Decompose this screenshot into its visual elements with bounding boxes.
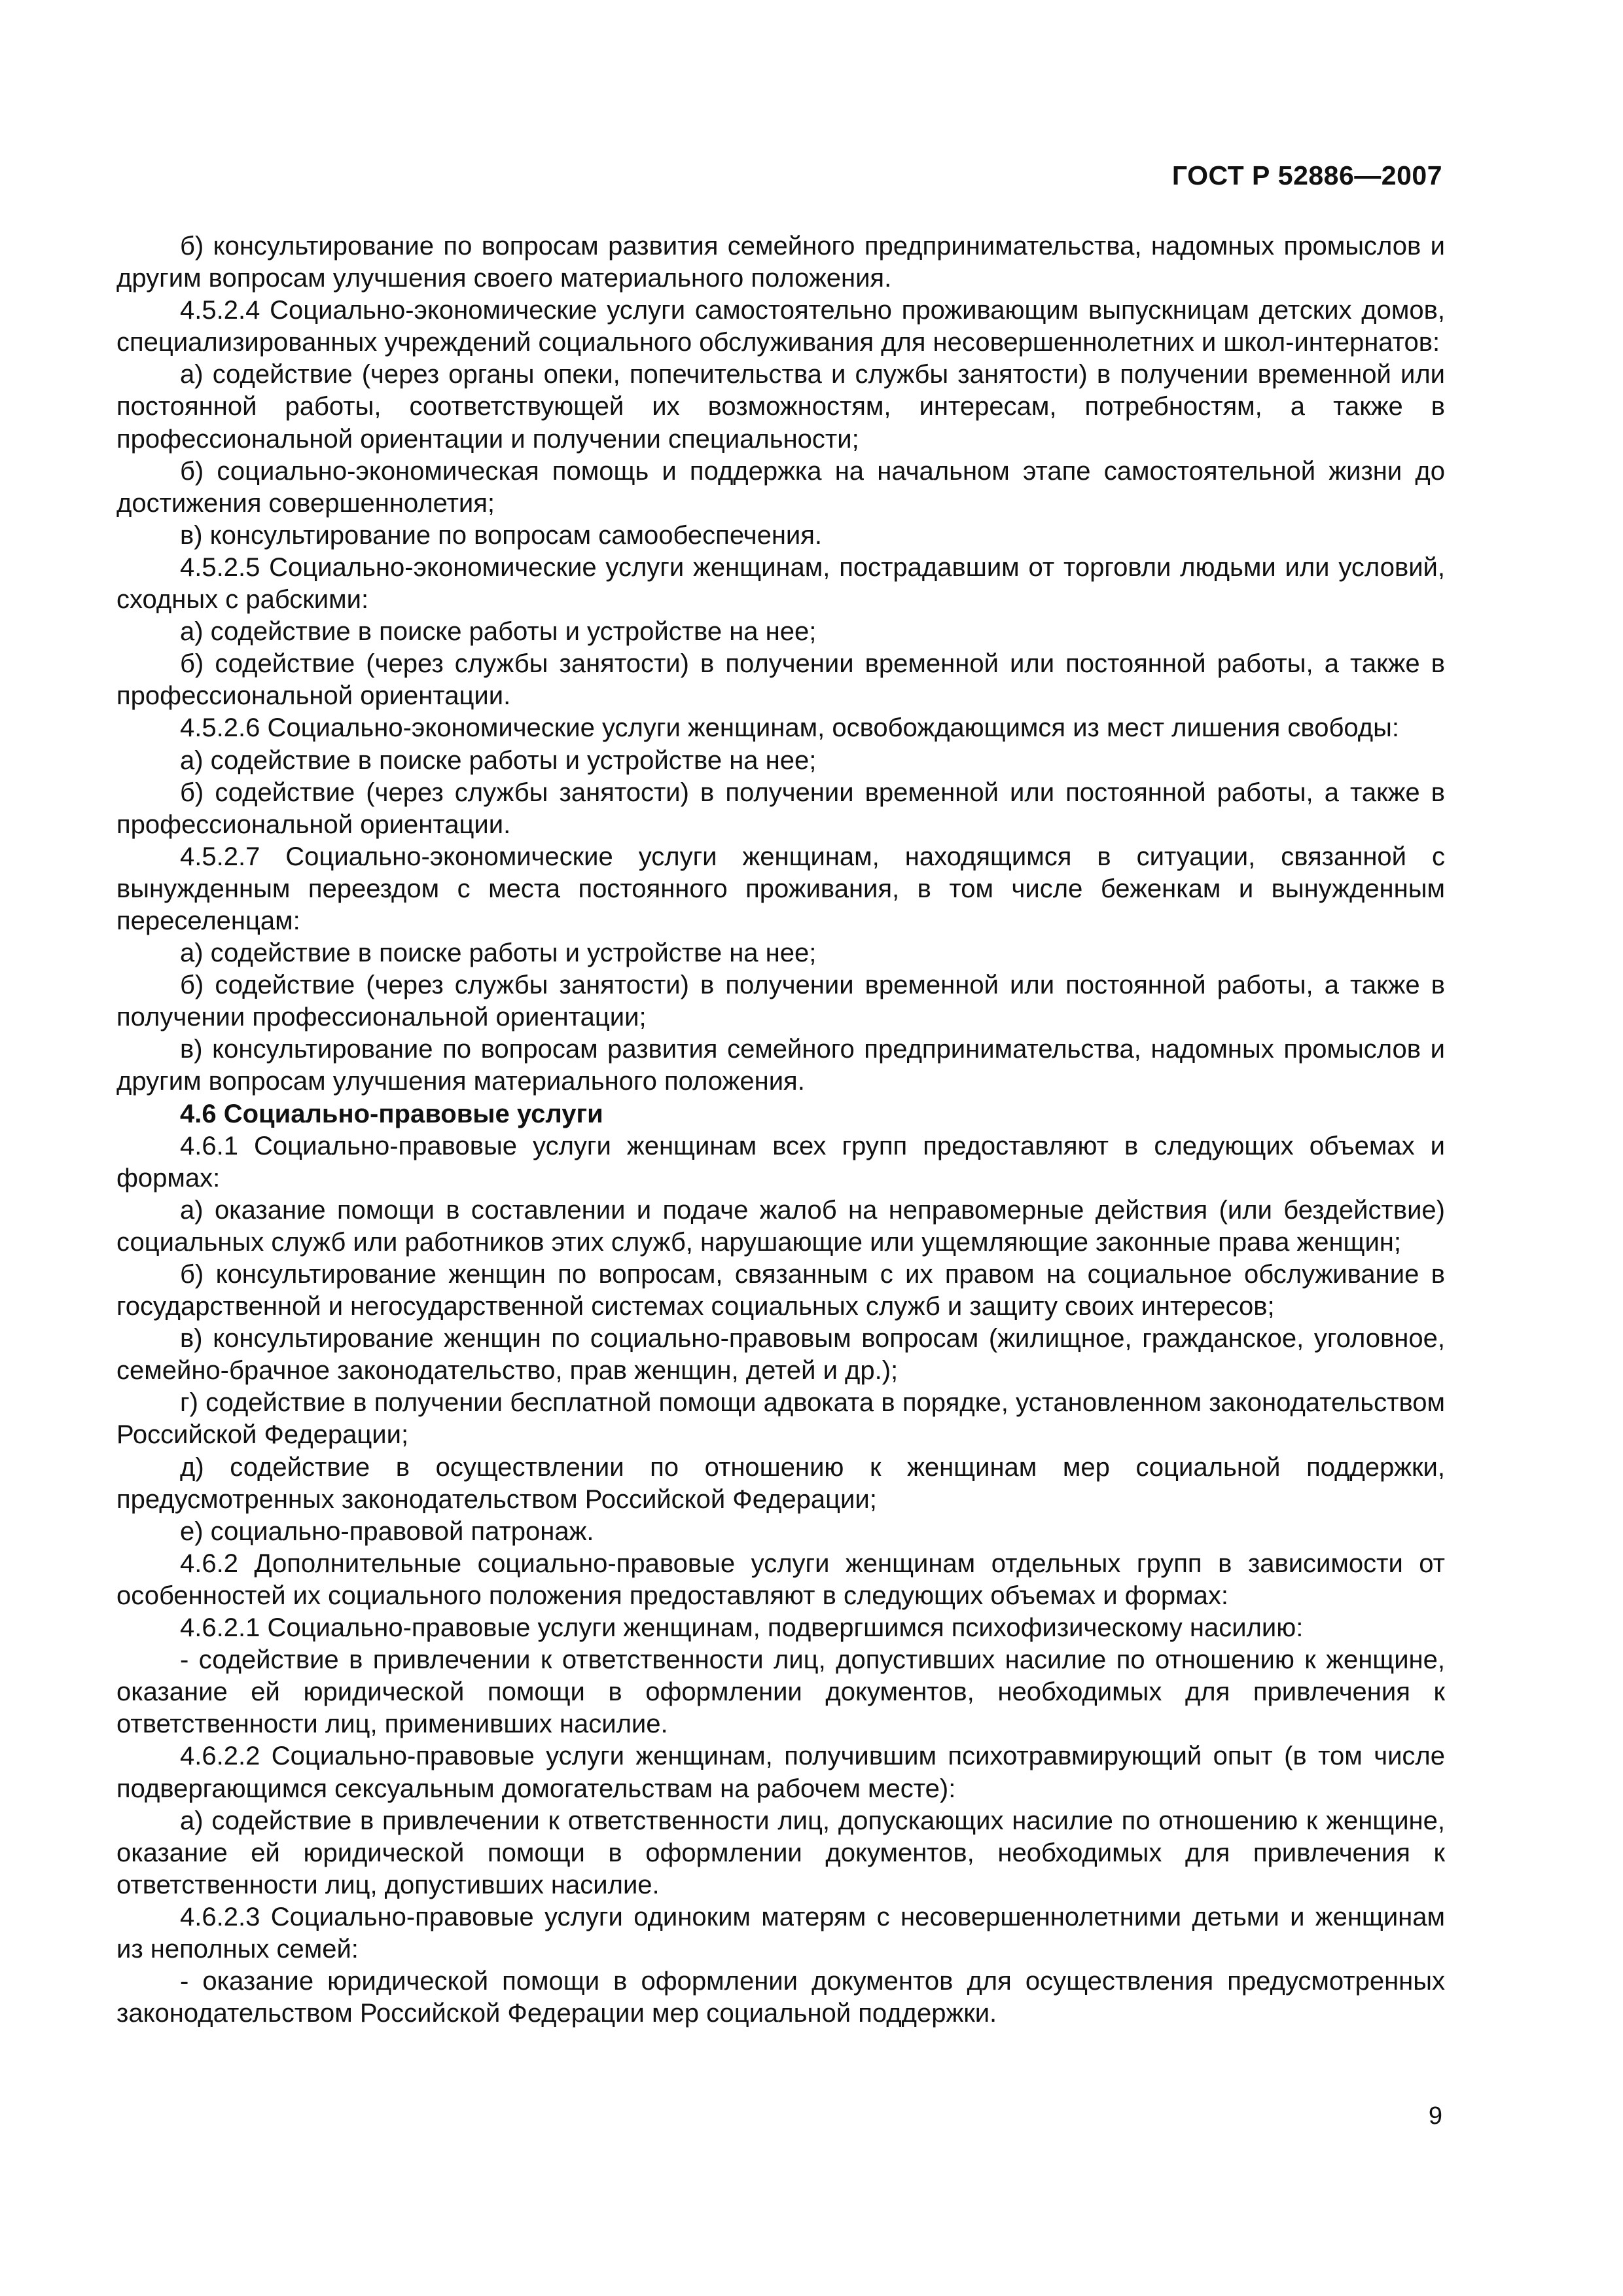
- paragraph: а) содействие в поиске работы и устройстве на нее;: [180, 617, 817, 647]
- paragraph: - оказание юридической помощи в оформлении документов для осуществления предусмотренных законодательством Российской Федерации мер социальной поддержки.: [116, 1967, 1445, 2028]
- paragraph: 4.6.2 Дополнительные социально-правовые услуги женщинам отдельных групп в зависимости от особенностей их социального положения предоставляют в следующих объемах и формах:: [116, 1549, 1445, 1610]
- paragraph: 4.6.1 Социально-правовые услуги женщинам всех групп предоставляют в следующих объемах и формах:: [116, 1131, 1445, 1193]
- paragraph: в) консультирование по вопросам самообеспечения.: [180, 520, 823, 550]
- paragraph: 4.6.2.1 Социально-правовые услуги женщинам, подвергшимся психофизическому насилию:: [180, 1613, 1304, 1643]
- paragraph: б) консультирование по вопросам развития семейного предпринимательства, надомных промыслов и другим вопросам улучшения своего материального положения.: [116, 232, 1445, 293]
- paragraph: 4.6.2.3 Социально-правовые услуги одиноким матерям с несовершеннолетними детьми и женщинам из неполных семей:: [116, 1902, 1445, 1964]
- paragraph: 4.5.2.4 Социально-экономические услуги самостоятельно проживающим выпускницам детских домов, специализированных учреждений социального обслуживания для несовершеннолетних и школ-интернатов:: [116, 296, 1445, 357]
- paragraph: а) содействие в привлечении к ответственности лиц, допускающих насилие по отношению к женщине, оказание ей юридической помощи в оформлении документов, необходимых для привлечения к ответственности лиц, допустивших насилие.: [116, 1806, 1445, 1899]
- paragraph: в) консультирование по вопросам развития семейного предпринимательства, надомных промыслов и другим вопросам улучшения материального положения.: [116, 1035, 1445, 1096]
- paragraph: б) содействие (через службы занятости) в получении временной или постоянной работы, а также в получении профессиональной ориентации;: [116, 971, 1445, 1032]
- paragraph: а) содействие в поиске работы и устройстве на нее;: [180, 745, 817, 775]
- paragraph: б) социально-экономическая помощь и поддержка на начальном этапе самостоятельной жизни до достижения совершеннолетия;: [116, 456, 1445, 518]
- page-number: 9: [1428, 2102, 1442, 2130]
- paragraph: б) содействие (через службы занятости) в получении временной или постоянной работы, а также в профессиональной ориентации.: [116, 778, 1445, 839]
- paragraph: - содействие в привлечении к ответственности лиц, допустивших насилие по отношению к женщине, оказание ей юридической помощи в оформлении документов, необходимых для привлечения к ответственности лиц, применивших насилие.: [116, 1645, 1445, 1739]
- paragraph: а) оказание помощи в составлении и подаче жалоб на неправомерные действия (или бездействие) социальных служб или работников этих служб, нарушающие или ущемляющие законные права женщин;: [116, 1195, 1445, 1257]
- document-body: [116, 230, 1445, 2030]
- paragraph: 4.5.2.7 Социально-экономические услуги женщинам, находящимся в ситуации, связанной с вынужденным переездом с места постоянного проживания, в том числе беженкам и вынужденным переселенцам:: [116, 842, 1445, 935]
- paragraph: в) консультирование женщин по социально-правовым вопросам (жилищное, гражданское, уголовное, семейно-брачное законодательство, прав женщин, детей и др.);: [116, 1324, 1445, 1386]
- paragraph: г) содействие в получении бесплатной помощи адвоката в порядке, установленном законодательством Российской Федерации;: [116, 1388, 1445, 1450]
- document-header: ГОСТ Р 52886—2007: [1171, 160, 1442, 190]
- paragraph: а) содействие (через органы опеки, попечительства и службы занятости) в получении временной или постоянной работы, соответствующей их возможностям, интересам, потребностям, а также в профессиональной ориентации и получении специальности;: [116, 360, 1445, 454]
- section-heading: 4.6 Социально-правовые услуги: [180, 1099, 603, 1128]
- paragraph: б) содействие (через службы занятости) в получении временной или постоянной работы, а также в профессиональной ориентации.: [116, 649, 1445, 711]
- paragraph: 4.5.2.6 Социально-экономические услуги женщинам, освобождающимся из мест лишения свободы:: [180, 713, 1399, 743]
- paragraph: д) содействие в осуществлении по отношению к женщинам мер социальной поддержки, предусмотренных законодательством Российской Федерации;: [116, 1452, 1445, 1514]
- paragraph: а) содействие в поиске работы и устройстве на нее;: [180, 939, 817, 968]
- paragraph: е) социально-правовой патронаж.: [180, 1516, 594, 1546]
- paragraph: б) консультирование женщин по вопросам, связанным с их правом на социальное обслуживание в государственной и негосударственной системах социальных служб и защиту своих интересов;: [116, 1260, 1445, 1321]
- paragraph: 4.6.2.2 Социально-правовые услуги женщинам, получившим психотравмирующий опыт (в том числе подвергающимся сексуальным домогательствам на рабочем месте):: [116, 1742, 1445, 1803]
- paragraph: 4.5.2.5 Социально-экономические услуги женщинам, пострадавшим от торговли людьми или условий, сходных с рабскими:: [116, 552, 1445, 615]
